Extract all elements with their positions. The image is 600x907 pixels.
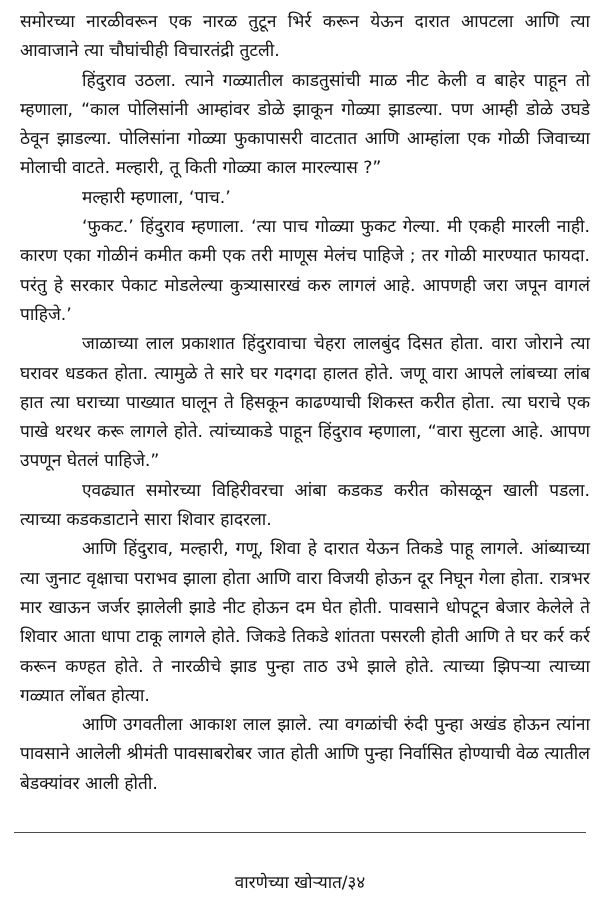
paragraph: मल्हारी म्हणाला, ‘पाच.’ xyxy=(82,187,231,208)
paragraph: ‘फुकट.’ हिंदुराव म्हणाला. ‘त्या पाच गोळ्या फुकट गेल्या. मी एकही मारली नाही. कारण एका गोळीनं कमीत कमी एक तरी माणूस मेलंच पाहिजे ; तर गोळी मारण्यात फायदा. परंतु हे सरकार पेकाट मोडलेल्या कुत्र्यासारखं करु लागलं आहे. आपणही जरा जपून वागलं पाहिजे.’ xyxy=(20,217,590,325)
footer-divider xyxy=(14,832,586,833)
paragraph: समोरच्या नारळीवरून एक नारळ तुटून भिर्र करून येऊन दारात आपटला आणि त्या आवाजाने त्या चौघांचीही विचारतंद्री तुटली. xyxy=(20,12,590,62)
paragraph: आणि उगवतीला आकाश लाल झाले. त्या वगळांची रुंदी पुन्हा अखंड होऊन त्यांना पावसाने आलेली श्रीमंती पावसाबरोबर जात होती आणि पुन्हा निर्वासित होण्याची वेळ त्यातील बेडक्यांवर आली होती. xyxy=(20,715,590,794)
paragraph: हिंदुराव उठला. त्याने गळ्यातील काडतुसांची माळ नीट केली व बाहेर पाहून तो म्हणाला, “काल पोलिसांनी आम्हांवर डोळे झाकून गोळ्या झाडल्या. पण आम्ही डोळे उघडे ठेवून झाडल्या. पोलिसांना गोळ्या फुकापासरी वाटतात आणि आम्हांला एक गोळी जिवाच्या मोलाची वाटते. मल्हारी, तू किती गोळ्या काल मारल्यास ?” xyxy=(20,70,590,179)
paragraph: आणि हिंदुराव, मल्हारी, गणू, शिवा हे दारात येऊन तिकडे पाहू लागले. आंब्याच्या त्या जुनाट वृक्षाचा पराभव झाला होता आणि वारा विजयी होऊन दूर निघून गेला होता. रात्रभर मार खाऊन जर्जर झालेली झाडे नीट होऊन दम घेत होती. पावसाने धोपटून बेजार केलेले ते शिवार आता धापा टाकू लागले होते. जिकडे तिकडे शांतता पसरली होती आणि ते घर कर्र कर्र करून कण्हत होते. ते नारळीचे झाड पुन्हा ताठ उभे झाले होते. त्याच्या झिपऱ्या त्याच्या गळ्यात लोंबत होत्या. xyxy=(20,539,590,706)
body-text xyxy=(20,8,590,799)
paragraph: जाळाच्या लाल प्रकाशात हिंदुरावाचा चेहरा लालबुंद दिसत होता. वारा जोराने त्या घरावर धडकत होता. त्यामुळे ते सारे घर गदगदा हालत होते. जणू वारा आपले लांबच्या लांब हात त्या घराच्या पाख्यात घालून ते हिसकून काढण्याची शिकस्त करीत होता. त्या घराचे एक पाखे थरथर करू लागले होते. त्यांच्याकडे पाहून हिंदुराव म्हणाला, “वारा सुटला आहे. आपण उपणून घेतलं पाहिजे.” xyxy=(20,334,590,472)
page-footer: वारणेच्या खोऱ्यात/३४ xyxy=(234,873,366,893)
paragraph: एवढ्यात समोरच्या विहिरीवरचा आंबा कडकड करीत कोसळून खाली पडला. त्याच्या कडकडाटाने सारा शिवार हादरला. xyxy=(20,480,590,531)
